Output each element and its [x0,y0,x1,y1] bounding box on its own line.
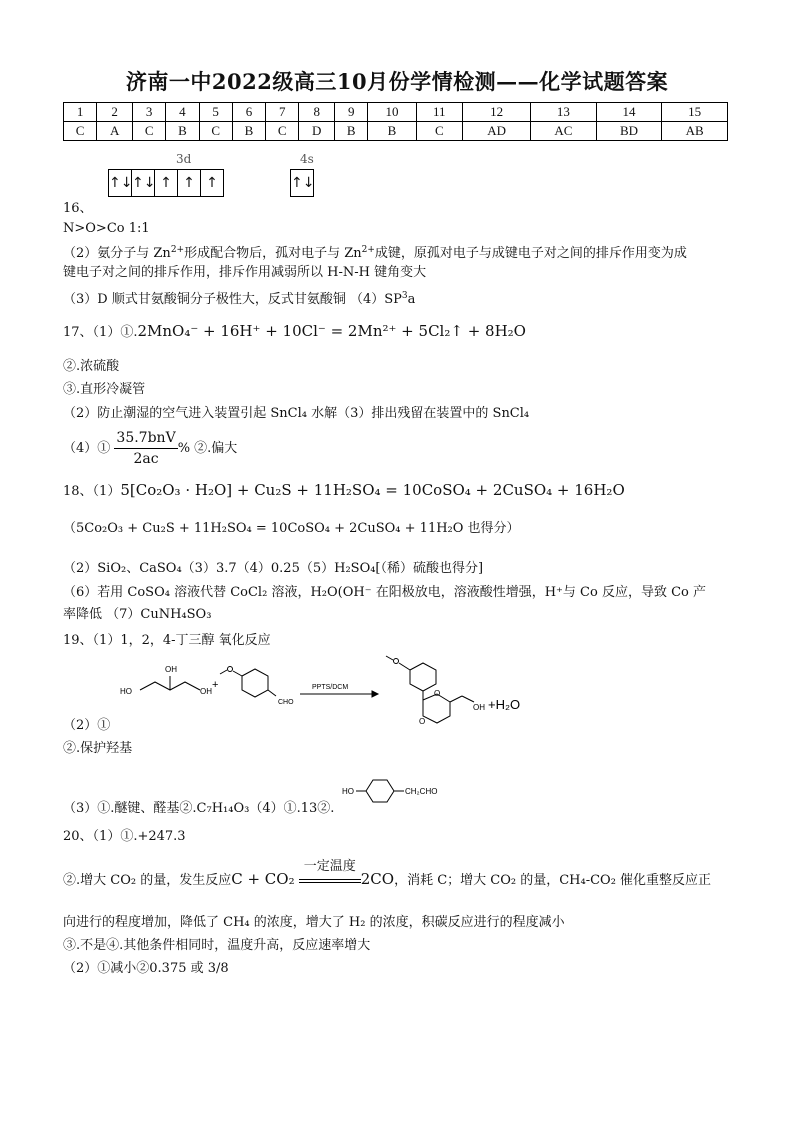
orbital-3d-label: 3d [176,152,192,166]
orbital-4s-boxes [291,169,314,197]
question-number-cell: 6 [232,103,265,122]
question-number-cell: 12 [463,103,531,122]
question-number-cell: 3 [133,103,166,122]
oh-label-right: OH [200,687,212,696]
q17-line5-suffix: % ②.偏大 [177,441,238,456]
answer-cell: C [416,122,463,141]
answer-cell: A [97,122,133,141]
q17-line3: ③.直形冷凝管 [63,382,146,397]
ho-label-2: HO [342,787,354,796]
answer-cell: B [232,122,265,141]
q20-line2-suffix: ，消耗 C；增大 CO₂ 的量，CH₄-CO₂ 催化重整反应正 [394,873,712,888]
question-number-cell: 15 [662,103,728,122]
condition-arrow [299,858,361,890]
ring-oxygen-2: O [419,717,426,726]
reaction-arrow [300,691,378,697]
q18-line5: 率降低 （7）CuNH₄SO₃ [63,607,212,622]
answer-cell: AC [531,122,597,141]
ho-label: HO [120,687,132,696]
q17-line1-prefix: 17、（1）①. [63,325,138,340]
q16-line2 [63,241,687,263]
question-number-cell: 7 [266,103,299,122]
anisaldehyde-structure [220,667,276,698]
page-title: 济南一中2022级高三10月份学情检测——化学试题答案 [125,69,669,94]
q19-line1: 19、（1）1，2，4-丁三醇 氧化反应 [63,633,271,648]
plus-sign: + [212,679,219,691]
answer-cell: B [335,122,368,141]
oh-label-product: OH [473,703,485,712]
q20-line5: （2）①减小②0.375 或 3/8 [63,961,229,976]
q19-line2: （2）① [63,718,111,733]
answer-cell: BD [596,122,662,141]
q18-line3: （2）SiO₂、CaSO₄（3）3.7（4）0.25（5）H₂SO₄[（稀）硫酸也得分] [63,561,484,576]
q19-line4: （3）①.醚键、醛基②.C₇H₁₄O₃（4）①.13②. [63,801,335,816]
oh-label-top: OH [165,665,177,674]
q17-equation: 2MnO₄⁻ + 16H⁺ + 10Cl⁻ = 2Mn²⁺ + 5Cl₂↑ + 8H₂O [137,322,526,340]
answer-cell: AB [662,122,728,141]
orbital-4s-label: 4s [300,152,314,166]
question-number-cell: 1 [64,103,97,122]
condition-label: 一定温度 [303,858,356,874]
orbital-box: ↑↓ [290,169,314,197]
q18-equation: 5[Co₂O₃ · H₂O] + Cu₂S + 11H₂SO₄ = 10CoSO₄ + 2CuSO₄ + 16H₂O [120,481,625,499]
q16-line3: 键电子对之间的排斥作用，排斥作用减弱所以 H-N-H 键角变大 [63,265,427,280]
q16-line1: N>O>Co 1:1 [63,221,150,236]
q17-line1 [63,322,526,342]
reaction-scheme [110,652,610,734]
orbital-box: ↑↓ [131,169,155,197]
ch2cho-label: CH₂CHO [405,787,438,796]
orbital-3d-boxes [109,169,224,197]
orbital-box: ↑ [200,169,224,197]
q17-line2: ②.浓硫酸 [63,359,120,374]
q17-line5-prefix: （4）① [63,441,111,456]
product: 2CO [360,870,395,888]
q20-line3: 向进行的程度增加，降低了 CH₄ 的浓度，增大了 H₂ 的浓度，积碳反应进行的程度减小 [63,915,565,930]
question-number-cell: 13 [531,103,597,122]
product-structure [386,656,474,723]
ring-oxygen-1: O [434,689,441,698]
question-number-row [64,103,728,122]
answer-cell: D [299,122,335,141]
question-number-cell: 5 [199,103,232,122]
butanetriol-structure [140,676,200,690]
q16-line4-end: a [407,292,416,307]
q18-line4: （6）若用 CoSO₄ 溶液代替 CoCl₂ 溶液，H₂O(OH⁻ 在阳极放电，溶液酸性增强，H⁺与 Co 反应，导致 Co 产 [63,585,706,600]
q16-number: 16、 [63,201,93,216]
q16-line2b: 形成配合物后，孤对电子与 Zn [184,246,362,261]
q19-line3: ②.保护羟基 [63,741,133,756]
q20-line1: 20、（1）①.+247.3 [63,829,186,844]
q16-line2a: （2）氨分子与 Zn [63,246,171,261]
answer-cell: B [368,122,416,141]
q16-line2c: 成键，原孤对电子与成键电子对之间的排斥作用变为成 [374,246,687,261]
reactants: C + CO₂ [231,870,295,888]
q18-line1-prefix: 18、（1） [63,484,121,499]
q16-line4 [63,287,415,309]
sp3-superscript: 3 [401,291,408,301]
answer-table [63,102,728,141]
question-number-cell: 4 [166,103,199,122]
zn-charge-2: 2+ [361,245,375,255]
fraction [114,428,177,469]
answer-cell: C [133,122,166,141]
question-number-cell: 14 [596,103,662,122]
water-label: +H₂O [488,697,521,712]
q17-line4: （2）防止潮湿的空气进入装置引起 SnCl₄ 水解（3）排出残留在装置中的 SnCl₄ [63,406,530,421]
question-number-cell: 8 [299,103,335,122]
question-number-cell: 10 [368,103,416,122]
answer-row [64,122,728,141]
answer-cell: C [266,122,299,141]
orbital-box: ↑↓ [108,169,132,197]
answer-cell: C [64,122,97,141]
answer-cell: AD [463,122,531,141]
fraction-numerator: 35.7bnV [114,428,177,449]
q20-line2 [63,858,712,890]
q20-line2-prefix: ②.增大 CO₂ 的量，发生反应 [63,873,232,888]
cho-label: CHO [278,699,294,706]
q18-line2: （5Co₂O₃ + Cu₂S + 11H₂SO₄ = 10CoSO₄ + 2CuSO₄ + 11H₂O 也得分） [63,521,520,536]
orbital-box: ↑ [177,169,201,197]
q18-line1 [63,481,625,501]
hydroxyphenylacetaldehyde-structure [342,772,472,812]
fraction-denominator: 2ac [133,451,159,467]
q20-line4: ③.不是④.其他条件相同时，温度升高，反应速率增大 [63,938,371,953]
orbital-box: ↑ [154,169,178,197]
question-number-cell: 11 [416,103,463,122]
zn-charge: 2+ [170,245,185,255]
answer-cell: C [199,122,232,141]
q17-line5 [63,428,237,469]
question-number-cell: 2 [97,103,133,122]
answer-cell: B [166,122,199,141]
q16-line4-text: （3）D 顺式甘氨酸铜分子极性大，反式甘氨酸铜 （4）SP [63,292,402,307]
question-number-cell: 9 [335,103,368,122]
reagent-label: PPTS/DCM [312,684,349,691]
